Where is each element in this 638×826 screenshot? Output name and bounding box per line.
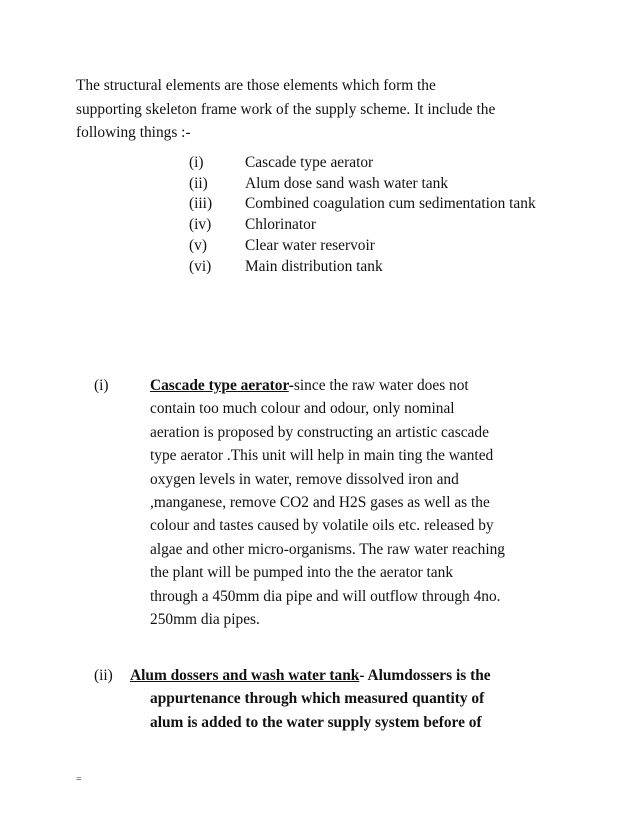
list-item-number: (iii) [189, 195, 213, 213]
list-item [189, 236, 569, 257]
heading-dash: - [288, 377, 294, 394]
section-cascade-aerator [94, 374, 574, 634]
list-item-number: (i) [189, 154, 204, 171]
section-line-text: since the raw water does not [293, 377, 469, 394]
list-item [189, 174, 569, 195]
section-heading: Cascade type aerator [150, 377, 289, 394]
section-number: (i) [94, 377, 109, 394]
section-body [130, 664, 570, 734]
list-item-text: Main distribution tank [245, 257, 383, 275]
structural-elements-list [189, 153, 569, 277]
section-number: (ii) [94, 667, 113, 684]
section-line: type aerator .This unit will help in main ting the wanted [150, 447, 494, 465]
section-line: alum is added to the water supply system before of [150, 713, 482, 731]
section-line-text: - Alumdossers is the [359, 667, 491, 684]
section-line: oxygen levels in water, remove dissolved iron and [150, 470, 459, 488]
section-line: algae and other micro-organisms. The raw water reaching [150, 540, 505, 558]
section-heading: Alum dossers and wash water tank [130, 667, 360, 684]
list-item-text: Alum dose sand wash water tank [245, 174, 449, 192]
intro-line: supporting skeleton frame work of the supply scheme. It include the [76, 100, 496, 118]
section-body [150, 374, 568, 631]
section-line: contain too much colour and odour, only nominal [150, 400, 455, 418]
section-line: ,manganese, remove CO2 and H2S gases as well as the [150, 494, 490, 512]
list-item-number: (vi) [189, 257, 212, 275]
section-line: colour and tastes caused by volatile oils etc. released by [150, 517, 494, 535]
footer-mark: = [76, 774, 82, 785]
intro-line: The structural elements are those elements which form the [76, 77, 436, 94]
list-item [189, 215, 569, 236]
section-line: appurtenance through which measured quantity of [150, 690, 485, 708]
list-item-text: Combined coagulation cum sedimentation tank [245, 195, 536, 213]
section-line: 250mm dia pipes. [150, 611, 260, 629]
list-item [189, 153, 569, 174]
section-line: the plant will be pumped into the the aerator tank [150, 564, 454, 582]
section-alum-dossers [94, 664, 574, 744]
list-item-number: (iv) [189, 216, 212, 234]
section-line: aeration is proposed by constructing an artistic cascade [150, 423, 489, 441]
list-item-text: Chlorinator [245, 216, 316, 234]
list-item [189, 194, 569, 215]
list-item-text: Clear water reservoir [245, 236, 375, 254]
section-line [150, 374, 568, 397]
section-line [130, 664, 570, 687]
section-line: through a 450mm dia pipe and will outflow through 4no. [150, 587, 501, 605]
intro-line: following things :- [76, 124, 191, 141]
list-item-text: Cascade type aerator [245, 154, 374, 171]
list-item [189, 257, 569, 278]
intro-paragraph [76, 74, 576, 145]
list-item-number: (ii) [189, 174, 208, 192]
list-item-number: (v) [189, 236, 207, 254]
